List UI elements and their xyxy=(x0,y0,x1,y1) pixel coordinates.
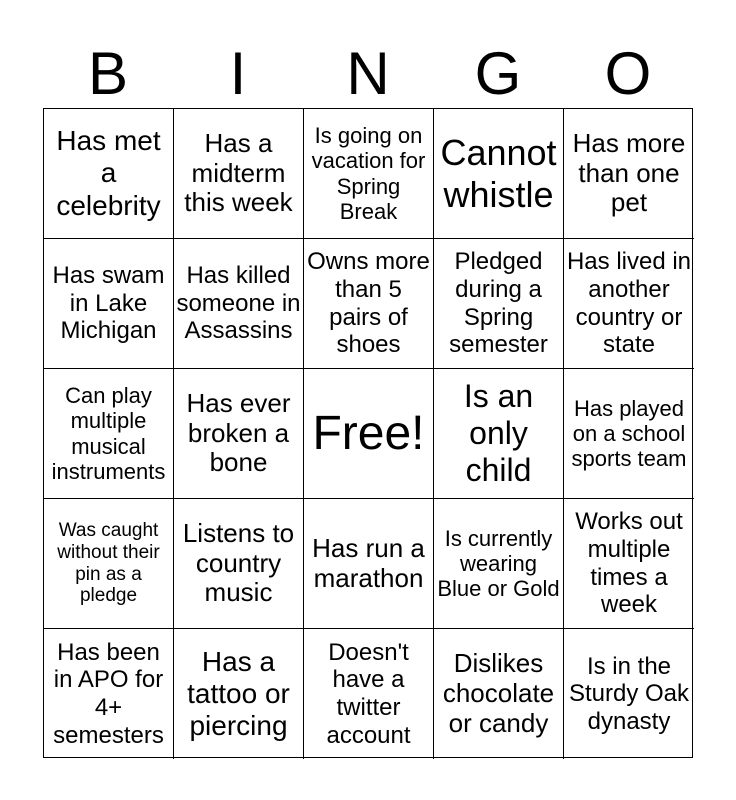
bingo-cell[interactable]: Has met a celebrity xyxy=(44,109,174,239)
free-space[interactable]: Free! xyxy=(304,369,434,499)
bingo-cell[interactable]: Has a tattoo or piercing xyxy=(174,629,304,759)
bingo-cell[interactable]: Cannot whistle xyxy=(434,109,564,239)
header-letter-b: B xyxy=(87,40,129,107)
bingo-cell[interactable]: Has been in APO for 4+ semesters xyxy=(44,629,174,759)
bingo-cell[interactable]: Is going on vacation for Spring Break xyxy=(304,109,434,239)
bingo-cell[interactable]: Owns more than 5 pairs of shoes xyxy=(304,239,434,369)
bingo-cell[interactable]: Listens to country music xyxy=(174,499,304,629)
bingo-cell[interactable]: Can play multiple musical instruments xyxy=(44,369,174,499)
bingo-cell[interactable]: Has killed someone in Assassins xyxy=(174,239,304,369)
header-letter-g: G xyxy=(474,40,522,107)
header-letter-o: O xyxy=(604,40,652,107)
header-letter-i: I xyxy=(229,40,247,107)
bingo-cell[interactable]: Dislikes chocolate or candy xyxy=(434,629,564,759)
bingo-cell[interactable]: Has swam in Lake Michigan xyxy=(44,239,174,369)
bingo-card xyxy=(43,108,693,758)
bingo-header xyxy=(43,40,693,108)
bingo-cell[interactable]: Has a midterm this week xyxy=(174,109,304,239)
bingo-cell[interactable]: Was caught without their pin as a pledge xyxy=(44,499,174,629)
bingo-cell[interactable]: Has played on a school sports team xyxy=(564,369,694,499)
bingo-cell[interactable]: Has run a marathon xyxy=(304,499,434,629)
header-letter-n: N xyxy=(346,40,390,107)
bingo-cell[interactable]: Has lived in another country or state xyxy=(564,239,694,369)
bingo-cell[interactable]: Has more than one pet xyxy=(564,109,694,239)
bingo-cell[interactable]: Is currently wearing Blue or Gold xyxy=(434,499,564,629)
bingo-cell[interactable]: Pledged during a Spring semester xyxy=(434,239,564,369)
bingo-cell[interactable]: Is in the Sturdy Oak dynasty xyxy=(568,652,690,735)
bingo-cell[interactable]: Doesn't have a twitter account xyxy=(304,629,434,759)
bingo-cell[interactable]: Has ever broken a bone xyxy=(174,369,304,499)
bingo-cell[interactable]: Is an only child xyxy=(434,369,564,499)
bingo-cell[interactable]: Works out multiple times a week xyxy=(564,499,694,629)
